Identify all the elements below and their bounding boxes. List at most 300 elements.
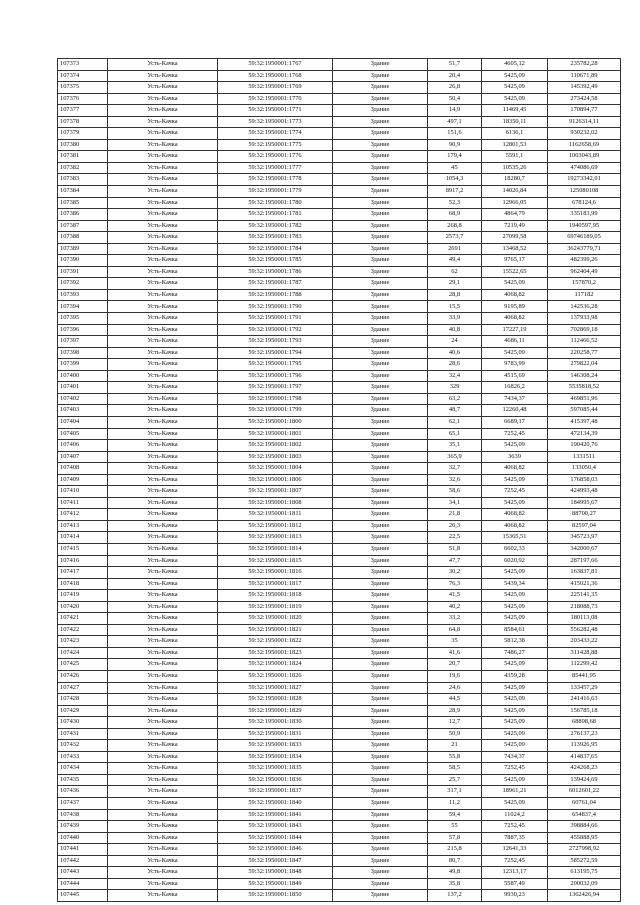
table-row [58, 844, 621, 856]
area-cell: 215,8 [428, 844, 482, 856]
object-type-cell: Здание [333, 636, 428, 648]
cadastral-number-cell: 59:32:1950001:1811 [218, 509, 333, 521]
area-cell: 45 [428, 162, 482, 174]
cadastral-number-cell: 59:32:1950001:1775 [218, 139, 333, 151]
row-number-cell: 107419 [58, 590, 108, 602]
cadastral-number-cell: 59:32:1950001:1849 [218, 878, 333, 890]
area-cell: 2691 [428, 243, 482, 255]
object-type-cell: Здание [333, 821, 428, 833]
table-row [58, 313, 621, 325]
cadastral-number-cell: 59:32:1950001:1813 [218, 532, 333, 544]
locality-cell: Усть-Качка [108, 659, 218, 671]
cadastral-value-cell: 654837,4 [548, 809, 621, 821]
cadastral-value-cell: 145392,49 [548, 82, 621, 94]
cadastral-number-cell: 59:32:1950001:1791 [218, 313, 333, 325]
area-cell: 32,7 [428, 463, 482, 475]
locality-cell: Усть-Качка [108, 139, 218, 151]
specific-value-cell: 9195,89 [482, 301, 548, 313]
cadastral-number-cell: 59:32:1950001:1847 [218, 855, 333, 867]
row-number-cell: 107422 [58, 624, 108, 636]
object-type-cell: Здание [333, 763, 428, 775]
specific-value-cell: 8584,61 [482, 624, 548, 636]
cadastral-value-cell: 82597,04 [548, 520, 621, 532]
cadastral-number-cell: 59:32:1950001:1820 [218, 613, 333, 625]
cadastral-value-cell: 163837,81 [548, 567, 621, 579]
area-cell: 29,1 [428, 278, 482, 290]
area-cell: 28,9 [428, 705, 482, 717]
locality-cell: Усть-Качка [108, 567, 218, 579]
object-type-cell: Здание [333, 486, 428, 498]
cadastral-number-cell: 59:32:1950001:1822 [218, 636, 333, 648]
area-cell: 35,1 [428, 440, 482, 452]
table-row [58, 578, 621, 590]
cadastral-number-cell: 59:32:1950001:1768 [218, 70, 333, 82]
table-row [58, 428, 621, 440]
row-number-cell: 107375 [58, 82, 108, 94]
cadastral-value-cell: 469851,96 [548, 393, 621, 405]
cadastral-number-cell: 59:32:1950001:1769 [218, 82, 333, 94]
specific-value-cell: 5587,49 [482, 878, 548, 890]
area-cell: 41,6 [428, 647, 482, 659]
locality-cell: Усть-Качка [108, 416, 218, 428]
cadastral-value-cell: 1331511 [548, 451, 621, 463]
locality-cell: Усть-Качка [108, 832, 218, 844]
cadastral-value-cell: 1162658,69 [548, 139, 621, 151]
area-cell: 24,6 [428, 682, 482, 694]
locality-cell: Усть-Качка [108, 266, 218, 278]
specific-value-cell: 5425,09 [482, 93, 548, 105]
object-type-cell: Здание [333, 93, 428, 105]
specific-value-cell: 7252,45 [482, 763, 548, 775]
locality-cell: Усть-Качка [108, 786, 218, 798]
area-cell: 58,5 [428, 763, 482, 775]
locality-cell: Усть-Качка [108, 474, 218, 486]
area-cell: 28,6 [428, 359, 482, 371]
specific-value-cell: 12641,33 [482, 844, 548, 856]
table-row [58, 786, 621, 798]
table-row [58, 624, 621, 636]
cadastral-number-cell: 59:32:1950001:1833 [218, 740, 333, 752]
area-cell: 51,8 [428, 543, 482, 555]
row-number-cell: 107426 [58, 670, 108, 682]
locality-cell: Усть-Качка [108, 867, 218, 879]
locality-cell: Усть-Качка [108, 624, 218, 636]
object-type-cell: Здание [333, 543, 428, 555]
cadastral-value-cell: 702869,18 [548, 324, 621, 336]
cadastral-number-cell: 59:32:1950001:1846 [218, 844, 333, 856]
cadastral-number-cell: 59:32:1950001:1796 [218, 370, 333, 382]
cadastral-number-cell: 59:32:1950001:1771 [218, 105, 333, 117]
cadastral-number-cell: 59:32:1950001:1804 [218, 463, 333, 475]
locality-cell: Усть-Качка [108, 428, 218, 440]
area-cell: 76,3 [428, 578, 482, 590]
object-type-cell: Здание [333, 497, 428, 509]
cadastral-value-cell: 241416,63 [548, 694, 621, 706]
cadastral-value-cell: 415021,36 [548, 578, 621, 590]
row-number-cell: 107428 [58, 694, 108, 706]
row-number-cell: 107387 [58, 220, 108, 232]
table-row [58, 463, 621, 475]
object-type-cell: Здание [333, 590, 428, 602]
cadastral-value-cell: 585272,59 [548, 855, 621, 867]
cadastral-number-cell: 59:32:1950001:1801 [218, 428, 333, 440]
locality-cell: Усть-Качка [108, 116, 218, 128]
cadastral-number-cell: 59:32:1950001:1817 [218, 578, 333, 590]
table-row [58, 416, 621, 428]
specific-value-cell: 5425,09 [482, 601, 548, 613]
specific-value-cell: 5591,1 [482, 151, 548, 163]
specific-value-cell: 4515,69 [482, 370, 548, 382]
specific-value-cell: 5425,09 [482, 590, 548, 602]
table-row [58, 682, 621, 694]
area-cell: 20,3 [428, 520, 482, 532]
locality-cell: Усть-Качка [108, 613, 218, 625]
cadastral-value-cell: 6012601,22 [548, 786, 621, 798]
cadastral-number-cell: 59:32:1950001:1790 [218, 301, 333, 313]
cadastral-number-cell: 59:32:1950001:1807 [218, 486, 333, 498]
cadastral-value-cell: 678124,6 [548, 197, 621, 209]
cadastral-value-cell: 597085,44 [548, 405, 621, 417]
area-cell: 22,5 [428, 532, 482, 544]
row-number-cell: 107399 [58, 359, 108, 371]
object-type-cell: Здание [333, 116, 428, 128]
cadastral-value-cell: 311428,88 [548, 647, 621, 659]
area-cell: 62 [428, 266, 482, 278]
object-type-cell: Здание [333, 774, 428, 786]
locality-cell: Усть-Качка [108, 128, 218, 140]
specific-value-cell: 5425,09 [482, 82, 548, 94]
area-cell: 47,7 [428, 555, 482, 567]
specific-value-cell: 9783,99 [482, 359, 548, 371]
cadastral-number-cell: 59:32:1950001:1816 [218, 567, 333, 579]
row-number-cell: 107393 [58, 289, 108, 301]
area-cell: 365,9 [428, 451, 482, 463]
area-cell: 20,7 [428, 659, 482, 671]
specific-value-cell: 4359,28 [482, 670, 548, 682]
locality-cell: Усть-Качка [108, 751, 218, 763]
row-number-cell: 107400 [58, 370, 108, 382]
table-row [58, 809, 621, 821]
cadastral-number-cell: 59:32:1950001:1812 [218, 520, 333, 532]
row-number-cell: 107408 [58, 463, 108, 475]
locality-cell: Усть-Качка [108, 162, 218, 174]
specific-value-cell: 12966,05 [482, 197, 548, 209]
row-number-cell: 107409 [58, 474, 108, 486]
table-row [58, 486, 621, 498]
table-row [58, 567, 621, 579]
table-row [58, 705, 621, 717]
cadastral-value-cell: 125080108 [548, 186, 621, 198]
table-row [58, 821, 621, 833]
locality-cell: Усть-Качка [108, 844, 218, 856]
specific-value-cell: 7219,49 [482, 220, 548, 232]
object-type-cell: Здание [333, 809, 428, 821]
row-number-cell: 107380 [58, 139, 108, 151]
object-type-cell: Здание [333, 82, 428, 94]
area-cell: 35 [428, 636, 482, 648]
cadastral-value-cell: 276137,23 [548, 728, 621, 740]
specific-value-cell: 5425,09 [482, 694, 548, 706]
cadastral-value-cell: 613195,75 [548, 867, 621, 879]
cadastral-number-cell: 59:32:1950001:1798 [218, 393, 333, 405]
specific-value-cell: 5425,09 [482, 613, 548, 625]
specific-value-cell: 4068,82 [482, 509, 548, 521]
row-number-cell: 107430 [58, 717, 108, 729]
specific-value-cell: 6689,17 [482, 416, 548, 428]
locality-cell: Усть-Качка [108, 301, 218, 313]
area-cell: 30,2 [428, 567, 482, 579]
row-number-cell: 107445 [58, 890, 108, 902]
area-cell: 59,4 [428, 809, 482, 821]
area-cell: 55 [428, 821, 482, 833]
area-cell: 19,6 [428, 670, 482, 682]
row-number-cell: 107427 [58, 682, 108, 694]
cadastral-number-cell: 59:32:1950001:1829 [218, 705, 333, 717]
cadastral-value-cell: 2727998,92 [548, 844, 621, 856]
area-cell: 40,2 [428, 601, 482, 613]
cadastral-number-cell: 59:32:1950001:1831 [218, 728, 333, 740]
table-row [58, 832, 621, 844]
cadastral-number-cell: 59:32:1950001:1797 [218, 382, 333, 394]
area-cell: 80,7 [428, 855, 482, 867]
row-number-cell: 107405 [58, 428, 108, 440]
locality-cell: Усть-Качка [108, 70, 218, 82]
specific-value-cell: 5425,09 [482, 347, 548, 359]
specific-value-cell: 7486,27 [482, 647, 548, 659]
row-number-cell: 107418 [58, 578, 108, 590]
table-row [58, 59, 621, 71]
locality-cell: Усть-Качка [108, 197, 218, 209]
cadastral-value-cell: 139424,69 [548, 774, 621, 786]
area-cell: 51,7 [428, 59, 482, 71]
locality-cell: Усть-Качка [108, 463, 218, 475]
cadastral-value-cell: 60761,04 [548, 798, 621, 810]
object-type-cell: Здание [333, 786, 428, 798]
table-row [58, 278, 621, 290]
cadastral-value-cell: 220258,77 [548, 347, 621, 359]
row-number-cell: 107434 [58, 763, 108, 775]
row-number-cell: 107402 [58, 393, 108, 405]
locality-cell: Усть-Качка [108, 774, 218, 786]
object-type-cell: Здание [333, 370, 428, 382]
locality-cell: Усть-Качка [108, 186, 218, 198]
object-type-cell: Здание [333, 440, 428, 452]
specific-value-cell: 5812,38 [482, 636, 548, 648]
cadastral-number-cell: 59:32:1950001:1799 [218, 405, 333, 417]
cadastral-value-cell: 345723,97 [548, 532, 621, 544]
table-row [58, 359, 621, 371]
cadastral-number-cell: 59:32:1950001:1843 [218, 821, 333, 833]
cadastral-value-cell: 287197,66 [548, 555, 621, 567]
row-number-cell: 107420 [58, 601, 108, 613]
row-number-cell: 107414 [58, 532, 108, 544]
area-cell: 41,5 [428, 590, 482, 602]
cadastral-number-cell: 59:32:1950001:1828 [218, 694, 333, 706]
object-type-cell: Здание [333, 151, 428, 163]
cadastral-value-cell: 68898,68 [548, 717, 621, 729]
object-type-cell: Здание [333, 740, 428, 752]
object-type-cell: Здание [333, 393, 428, 405]
row-number-cell: 107435 [58, 774, 108, 786]
row-number-cell: 107385 [58, 197, 108, 209]
document-page [57, 58, 601, 902]
locality-cell: Усть-Качка [108, 601, 218, 613]
row-number-cell: 107423 [58, 636, 108, 648]
cadastral-value-cell: 415397,48 [548, 416, 621, 428]
row-number-cell: 107429 [58, 705, 108, 717]
object-type-cell: Здание [333, 601, 428, 613]
cadastral-value-cell: 19273342,01 [548, 174, 621, 186]
object-type-cell: Здание [333, 647, 428, 659]
object-type-cell: Здание [333, 301, 428, 313]
cadastral-number-cell: 59:32:1950001:1786 [218, 266, 333, 278]
cadastral-value-cell: 962404,49 [548, 266, 621, 278]
area-cell: 40,6 [428, 347, 482, 359]
cadastral-value-cell: 335183,99 [548, 209, 621, 221]
area-cell: 64,8 [428, 624, 482, 636]
area-cell: 58,6 [428, 486, 482, 498]
cadastral-number-cell: 59:32:1950001:1815 [218, 555, 333, 567]
cadastral-value-cell: 203433,22 [548, 636, 621, 648]
locality-cell: Усть-Качка [108, 890, 218, 902]
cadastral-number-cell: 59:32:1950001:1770 [218, 93, 333, 105]
cadastral-value-cell: 200032,09 [548, 878, 621, 890]
specific-value-cell: 5425,09 [482, 278, 548, 290]
table-row [58, 116, 621, 128]
specific-value-cell: 7434,37 [482, 393, 548, 405]
specific-value-cell: 12260,48 [482, 405, 548, 417]
table-row [58, 613, 621, 625]
table-row [58, 659, 621, 671]
cadastral-number-cell: 59:32:1950001:1806 [218, 474, 333, 486]
locality-cell: Усть-Качка [108, 647, 218, 659]
cadastral-number-cell: 59:32:1950001:1803 [218, 451, 333, 463]
table-row [58, 162, 621, 174]
specific-value-cell: 11469,45 [482, 105, 548, 117]
row-number-cell: 107415 [58, 543, 108, 555]
cadastral-value-cell: 113926,95 [548, 740, 621, 752]
row-number-cell: 107417 [58, 567, 108, 579]
row-number-cell: 107377 [58, 105, 108, 117]
object-type-cell: Здание [333, 336, 428, 348]
cadastral-value-cell: 110671,89 [548, 70, 621, 82]
row-number-cell: 107444 [58, 878, 108, 890]
locality-cell: Усть-Качка [108, 243, 218, 255]
specific-value-cell: 9930,23 [482, 890, 548, 902]
table-row [58, 393, 621, 405]
specific-value-cell: 5439,34 [482, 578, 548, 590]
cadastral-value-cell: 157870,2 [548, 278, 621, 290]
table-row [58, 220, 621, 232]
locality-cell: Усть-Качка [108, 798, 218, 810]
cadastral-value-cell: 180113,08 [548, 613, 621, 625]
cadastral-value-cell: 133050,4 [548, 463, 621, 475]
cadastral-value-cell: 472134,39 [548, 428, 621, 440]
table-row [58, 266, 621, 278]
table-row [58, 347, 621, 359]
cadastral-value-cell: 273424,58 [548, 93, 621, 105]
area-cell: 317,1 [428, 786, 482, 798]
specific-value-cell: 5425,09 [482, 659, 548, 671]
cadastral-number-cell: 59:32:1950001:1841 [218, 809, 333, 821]
cadastral-value-cell: 137933,98 [548, 313, 621, 325]
table-row [58, 543, 621, 555]
object-type-cell: Здание [333, 405, 428, 417]
area-cell: 49,4 [428, 255, 482, 267]
cadastral-value-cell: 88700,27 [548, 509, 621, 521]
cadastral-value-cell: 424268,23 [548, 763, 621, 775]
object-type-cell: Здание [333, 139, 428, 151]
table-row [58, 636, 621, 648]
area-cell: 179,4 [428, 151, 482, 163]
specific-value-cell: 5425,09 [482, 440, 548, 452]
cadastral-number-cell: 59:32:1950001:1835 [218, 763, 333, 775]
cadastral-value-cell: 156785,18 [548, 705, 621, 717]
cadastral-value-cell: 5535818,52 [548, 382, 621, 394]
cadastral-value-cell: 190420,76 [548, 440, 621, 452]
area-cell: 49,8 [428, 867, 482, 879]
locality-cell: Усть-Качка [108, 359, 218, 371]
specific-value-cell: 4068,82 [482, 520, 548, 532]
specific-value-cell: 6020,92 [482, 555, 548, 567]
area-cell: 50,4 [428, 93, 482, 105]
area-cell: 20,4 [428, 70, 482, 82]
object-type-cell: Здание [333, 243, 428, 255]
locality-cell: Усть-Качка [108, 855, 218, 867]
object-type-cell: Здание [333, 289, 428, 301]
area-cell: 12,7 [428, 717, 482, 729]
object-type-cell: Здание [333, 59, 428, 71]
cadastral-value-cell: 36243779,71 [548, 243, 621, 255]
object-type-cell: Здание [333, 694, 428, 706]
object-type-cell: Здание [333, 209, 428, 221]
object-type-cell: Здание [333, 220, 428, 232]
locality-cell: Усть-Качка [108, 382, 218, 394]
row-number-cell: 107391 [58, 266, 108, 278]
cadastral-value-cell: 117182 [548, 289, 621, 301]
specific-value-cell: 9765,17 [482, 255, 548, 267]
locality-cell: Усть-Качка [108, 705, 218, 717]
locality-cell: Усть-Качка [108, 105, 218, 117]
area-cell: 65,1 [428, 428, 482, 440]
area-cell: 32,6 [428, 474, 482, 486]
cadastral-number-cell: 59:32:1950001:1794 [218, 347, 333, 359]
cadastral-value-cell: 69746189,05 [548, 232, 621, 244]
table-row [58, 728, 621, 740]
locality-cell: Усть-Качка [108, 636, 218, 648]
locality-cell: Усть-Качка [108, 82, 218, 94]
table-row [58, 670, 621, 682]
specific-value-cell: 5425,09 [482, 70, 548, 82]
table-body [58, 59, 621, 902]
row-number-cell: 107410 [58, 486, 108, 498]
object-type-cell: Здание [333, 832, 428, 844]
area-cell: 497,1 [428, 116, 482, 128]
area-cell: 33,9 [428, 313, 482, 325]
object-type-cell: Здание [333, 266, 428, 278]
area-cell: 52,3 [428, 197, 482, 209]
cadastral-value-cell: 342000,67 [548, 543, 621, 555]
row-number-cell: 107395 [58, 313, 108, 325]
area-cell: 28,8 [428, 289, 482, 301]
area-cell: 62,1 [428, 416, 482, 428]
area-cell: 44,5 [428, 694, 482, 706]
locality-cell: Усть-Качка [108, 578, 218, 590]
specific-value-cell: 5425,09 [482, 717, 548, 729]
table-row [58, 717, 621, 729]
specific-value-cell: 4864,79 [482, 209, 548, 221]
table-row [58, 855, 621, 867]
